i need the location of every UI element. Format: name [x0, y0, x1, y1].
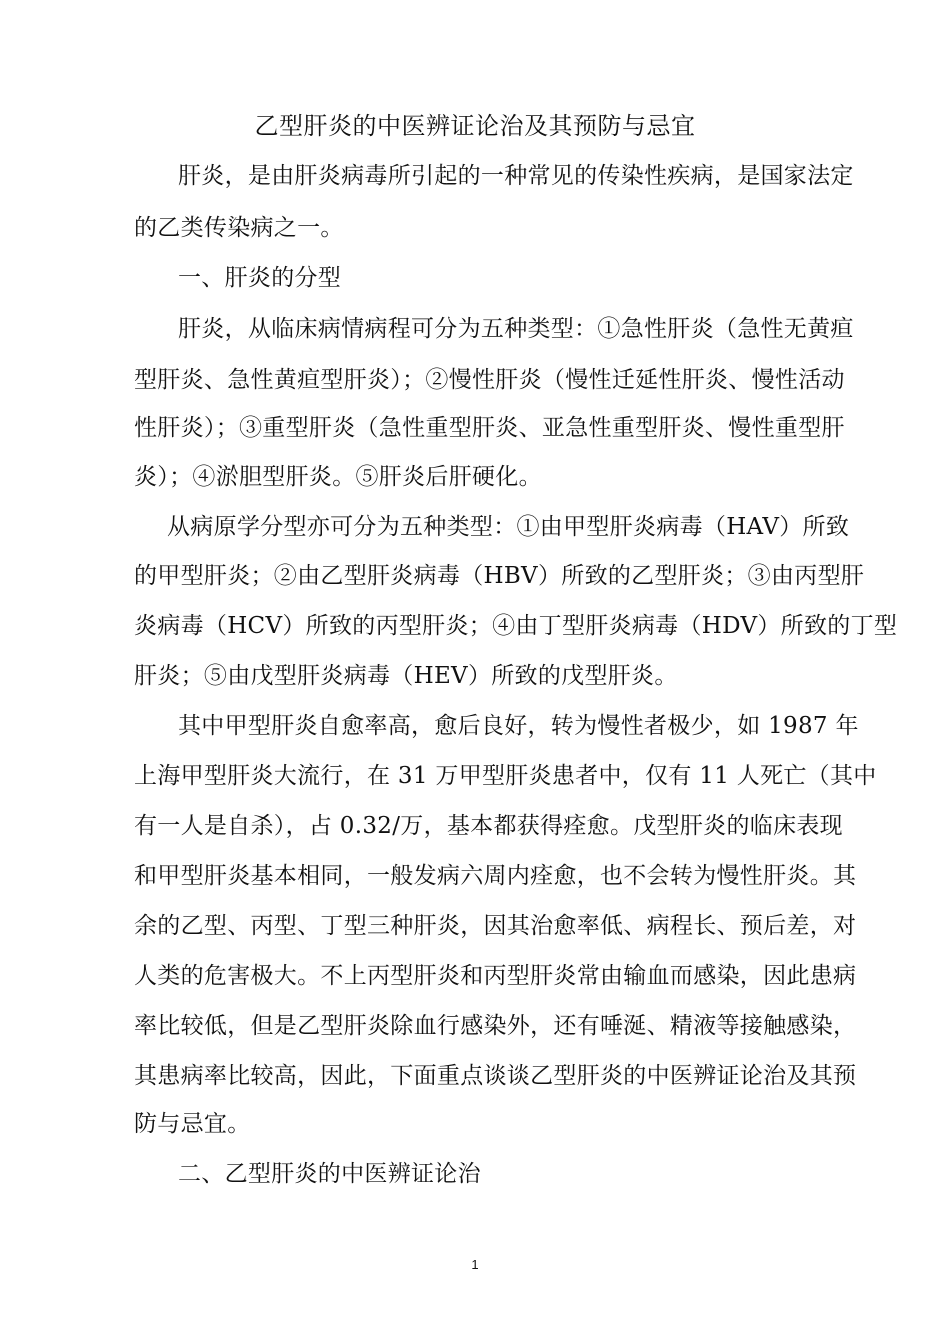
paragraph-line: 肝炎，从临床病情病程可分为五种类型：①急性肝炎（急性无黄疸 [178, 316, 854, 342]
paragraph-line: 性肝炎）；③重型肝炎（急性重型肝炎、亚急性重型肝炎、慢性重型肝 [134, 415, 845, 441]
paragraph-line: 从病原学分型亦可分为五种类型：①由甲型肝炎病毒（HAV）所致 [167, 514, 850, 540]
paragraph-line: 的甲型肝炎；②由乙型肝炎病毒（HBV）所致的乙型肝炎；③由丙型肝 [134, 563, 865, 589]
paragraph-line: 炎）；④淤胆型肝炎。⑤肝炎后肝硬化。 [134, 464, 542, 490]
paragraph-line: 肝炎，是由肝炎病毒所引起的一种常见的传染性疾病，是国家法定 [178, 163, 854, 189]
paragraph-line: 其中甲型肝炎自愈率高，愈后良好，转为慢性者极少，如 1987 年 [178, 713, 859, 739]
page-number: 1 [471, 1257, 479, 1272]
paragraph-line: 率比较低，但是乙型肝炎除血行感染外，还有唾涎、精液等接触感染， [134, 1013, 857, 1039]
paragraph-line: 和甲型肝炎基本相同，一般发病六周内痊愈，也不会转为慢性肝炎。其 [134, 863, 857, 889]
paragraph-line: 防与忌宜。 [134, 1111, 251, 1137]
paragraph-line: 上海甲型肝炎大流行，在 31 万甲型肝炎患者中，仅有 11 人死亡（其中 [134, 763, 877, 789]
paragraph-line: 型肝炎、急性黄疸型肝炎）；②慢性肝炎（慢性迁延性肝炎、慢性活动 [134, 367, 845, 393]
section-heading: 一、肝炎的分型 [178, 265, 342, 291]
paragraph-line: 其患病率比较高，因此，下面重点谈谈乙型肝炎的中医辨证论治及其预 [134, 1063, 857, 1089]
paragraph-line: 的乙类传染病之一。 [134, 215, 344, 241]
paragraph-line: 炎病毒（HCV）所致的丙型肝炎；④由丁型肝炎病毒（HDV）所致的丁型 [134, 613, 898, 639]
paragraph-line: 肝炎；⑤由戊型肝炎病毒（HEV）所致的戊型肝炎。 [134, 663, 678, 689]
section-heading: 二、乙型肝炎的中医辨证论治 [178, 1161, 481, 1187]
document-title: 乙型肝炎的中医辨证论治及其预防与忌宜 [254, 112, 696, 140]
paragraph-line: 余的乙型、丙型、丁型三种肝炎，因其治愈率低、病程长、预后差，对 [134, 913, 857, 939]
paragraph-line: 有一人是自杀），占 0.32/万，基本都获得痊愈。戊型肝炎的临床表现 [134, 813, 843, 839]
paragraph-line: 人类的危害极大。不上丙型肝炎和丙型肝炎常由输血而感染，因此患病 [134, 963, 857, 989]
